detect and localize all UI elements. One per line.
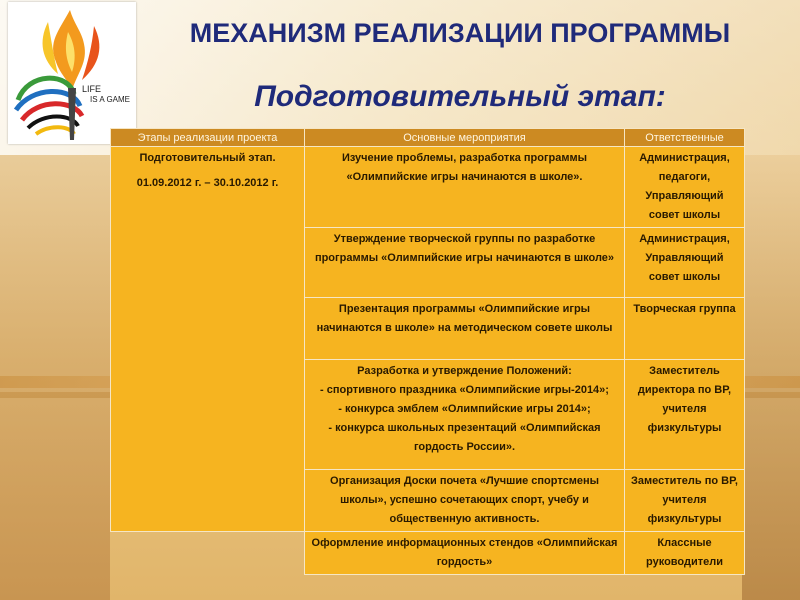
responsible-cell: Администрация, педагоги, Управляющий совет школы: [625, 147, 745, 228]
table-header-row: [111, 129, 745, 147]
stage-name: Подготовительный этап.: [139, 152, 276, 164]
svg-text:IS A GAME: IS A GAME: [90, 95, 131, 104]
empty-cell: [111, 532, 305, 575]
program-table: [110, 128, 745, 575]
responsible-cell: Заместитель по ВР, учителя физкультуры: [625, 470, 745, 532]
activity-cell: Презентация программы «Олимпийские игры начинаются в школе» на методическом совете школы: [305, 298, 625, 360]
page-title: МЕХАНИЗМ РЕАЛИЗАЦИИ ПРОГРАММЫ: [189, 18, 731, 48]
activity-line: - спортивного праздника «Олимпийские игры-2014»;: [320, 384, 609, 396]
activity-cell: Изучение проблемы, разработка программы «Олимпийские игры начинаются в школе».: [305, 147, 625, 228]
responsible-cell: Классные руководители: [625, 532, 745, 575]
activity-cell: Утверждение творческой группы по разработке программы «Олимпийские игры начинаются в школе»: [305, 228, 625, 298]
svg-text:LIFE: LIFE: [82, 84, 102, 94]
column-header-responsible: Ответственные: [625, 129, 745, 147]
stage-dates: 01.09.2012 г. – 30.10.2012 г.: [136, 177, 279, 189]
responsible-cell: Администрация, Управляющий совет школы: [625, 228, 745, 298]
responsible-cell: Творческая группа: [625, 298, 745, 360]
page-subtitle: Подготовительный этап:: [254, 80, 666, 113]
table-row: [111, 532, 745, 575]
stage-cell: [111, 147, 305, 532]
logo: [8, 2, 136, 144]
column-header-activities: Основные мероприятия: [305, 129, 625, 147]
table-row: [111, 147, 745, 228]
activity-cell: Организация Доски почета «Лучшие спортсмены школы», успешно сочетающих спорт, учебу и общественную активность.: [305, 470, 625, 532]
activity-line: - конкурса школьных презентаций «Олимпийская гордость России».: [328, 422, 601, 453]
activity-cell: [305, 360, 625, 470]
column-header-stages: Этапы реализации проекта: [111, 129, 305, 147]
activity-line: Разработка и утверждение Положений:: [357, 365, 572, 377]
activity-cell: Оформление информационных стендов «Олимпийская гордость»: [305, 532, 625, 575]
olympic-torch-icon: [8, 2, 136, 144]
responsible-cell: Заместитель директора по ВР, учителя физкультуры: [625, 360, 745, 470]
activity-line: - конкурса эмблем «Олимпийские игры 2014»;: [338, 403, 591, 415]
